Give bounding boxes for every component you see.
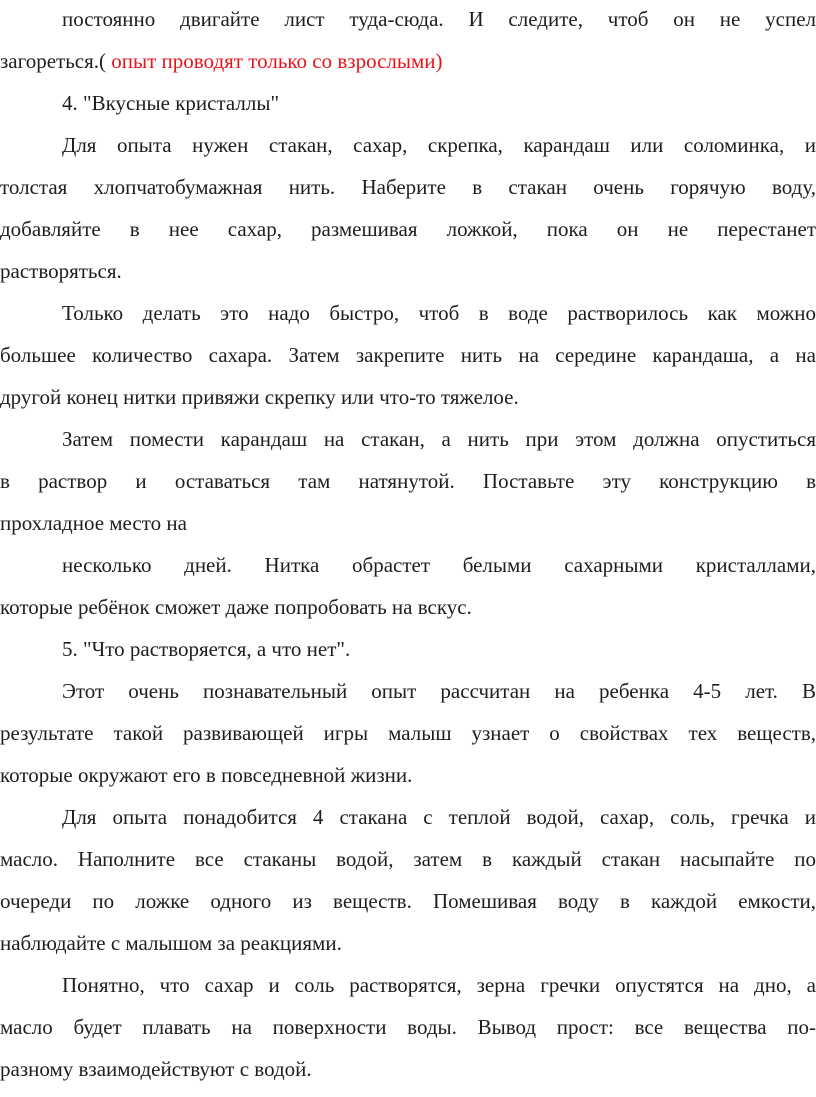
text-line: Понятно, что сахар и соль растворятся, зерна гречки опустятся на дно, а (62, 973, 816, 997)
text-line: другой конец нитки привяжи скрепку или что-то тяжелое. (0, 385, 519, 409)
text-line: прохладное место на (0, 511, 187, 535)
text-line: которые окружают его в повседневной жизни. (0, 763, 413, 787)
text-line: результате такой развивающей игры малыш узнает о свойствах тех веществ, (0, 721, 816, 745)
text-line: наблюдайте с малышом за реакциями. (0, 931, 342, 955)
text-line: Для опыта нужен стакан, сахар, скрепка, карандаш или соломинка, и (62, 133, 816, 157)
text-line (0, 48, 816, 74)
text-line: несколько дней. Нитка обрастет белыми сахарными кристаллами, (62, 553, 816, 577)
text-line: очереди по ложке одного из веществ. Помешивая воду в каждой емкости, (0, 889, 816, 913)
text-line: масло. Наполните все стаканы водой, затем в каждый стакан насыпайте по (0, 847, 816, 871)
text-line: Этот очень познавательный опыт рассчитан на ребенка 4-5 лет. В (62, 679, 816, 703)
text-line: Затем помести карандаш на стакан, а нить при этом должна опуститься (62, 427, 816, 451)
text-line: разному взаимодействуют с водой. (0, 1057, 312, 1081)
text-line: масло будет плавать на поверхности воды. Вывод прост: все вещества по- (0, 1015, 816, 1039)
text-line: Для опыта понадобится 4 стакана с теплой водой, сахар, соль, гречка и (62, 805, 816, 829)
text-line: большее количество сахара. Затем закрепите нить на середине карандаша, а на (0, 343, 816, 367)
text-fragment: загореться.( (0, 49, 107, 73)
section-heading: 4. "Вкусные кристаллы" (62, 91, 280, 115)
section-heading: 5. "Что растворяется, а что нет". (62, 637, 351, 661)
text-line: толстая хлопчатобумажная нить. Наберите в стакан очень горячую воду, (0, 175, 816, 199)
safety-note: опыт проводят только со взрослыми) (111, 49, 443, 73)
text-line: в раствор и оставаться там натянутой. Поставьте эту конструкцию в (0, 469, 816, 493)
text-line: постоянно двигайте лист туда-сюда. И следите, чтоб он не успел (62, 7, 816, 31)
text-line: которые ребёнок сможет даже попробовать на вскус. (0, 595, 472, 619)
text-line: Только делать это надо быстро, чтоб в воде растворилось как можно (62, 301, 816, 325)
text-line: добавляйте в нее сахар, размешивая ложкой, пока он не перестанет (0, 217, 816, 241)
text-line: растворяться. (0, 259, 122, 283)
